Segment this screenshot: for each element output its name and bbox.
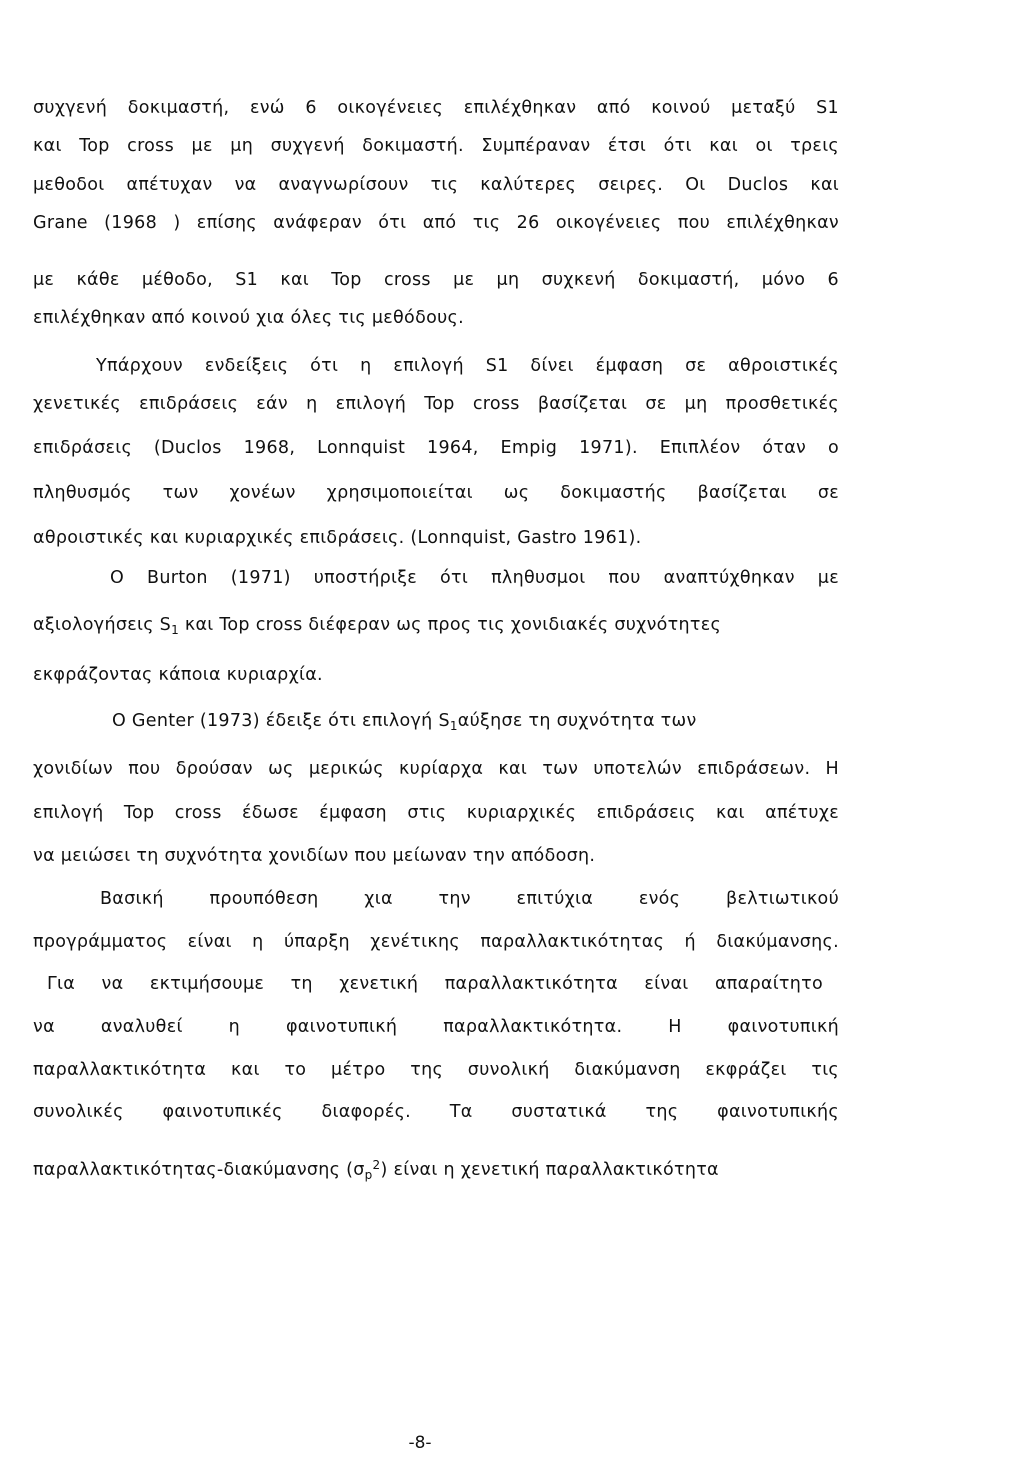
text-line: αθροιστικές και κυριαρχικές επιδράσεις. (Lonnquist, Gastro 1961). xyxy=(33,528,642,548)
text-line: επιλέχθηκαν από κοινού χια όλες τις μεθόδους. xyxy=(33,308,464,328)
text-line: και Top cross με μη συχγενή δοκιμαστή. Συμπέραναν έτσι ότι και οι τρεις xyxy=(33,136,839,156)
text-line: να αναλυθεί η φαινοτυπική παραλλακτικότητα. Η φαινοτυπική xyxy=(33,1017,839,1037)
text-line: Βασική προυπόθεση χια την επιτύχια ενός βελτιωτικού xyxy=(100,889,839,909)
text-line xyxy=(112,710,918,737)
text-line: Ο Burton (1971) υποστήριξε ότι πληθυσμοι που αναπτύχθηκαν με xyxy=(110,568,839,588)
text-line: επιλογή Top cross έδωσε έμφαση στις κυριαρχικές επιδράσεις και απέτυχε xyxy=(33,803,839,823)
text-line: Υπάρχουν ενδείξεις ότι η επιλογή S1 δίνει έμφαση σε αθροιστικές xyxy=(96,356,839,376)
text-line: Grane (1968 ) επίσης ανάφεραν ότι από τις 26 οικογένειες που επιλέχθηκαν xyxy=(33,213,839,233)
text-line: να μειώσει τη συχνότητα χονιδίων που μείωναν την απόδοση. xyxy=(33,846,596,866)
text-line xyxy=(33,614,839,641)
text-line: μεθοδοι απέτυχαν να αναγνωρίσουν τις καλύτερες σειρες. Οι Duclos και xyxy=(33,175,839,195)
text-line xyxy=(33,1154,839,1186)
text-span: παραλλακτικότητας-διακύμανσης (σ xyxy=(33,1160,365,1180)
subscript: 1 xyxy=(171,623,179,637)
text-line: εκφράζοντας κάποια κυριαρχία. xyxy=(33,665,323,685)
text-span: αξιολογήσεις S xyxy=(33,615,172,635)
text-span: αύξησε τη συχνότητα των xyxy=(457,711,697,731)
text-line: χονιδίων που δρούσαν ως μερικώς κυρίαρχα και των υποτελών επιδράσεων. Η xyxy=(33,759,839,779)
text-line: συχγενή δοκιμαστή, ενώ 6 οικογένειες επιλέχθηκαν από κοινού μεταξύ S1 xyxy=(33,98,839,118)
superscript: 2 xyxy=(372,1158,381,1172)
text-line: πληθυσμός των χονέων χρησιμοποιείται ως δοκιμαστής βασίζεται σε xyxy=(33,483,839,503)
subscript: 1 xyxy=(449,719,458,733)
text-line: με κάθε μέθοδο, S1 και Top cross με μη συχκενή δοκιμαστή, μόνο 6 xyxy=(33,270,839,290)
text-line: προγράμματος είναι η ύπαρξη χενέτικης παραλλακτικότητας ή διακύμανσης. xyxy=(33,932,839,952)
text-line: χενετικές επιδράσεις εάν η επιλογή Top cross βασίζεται σε μη προσθετικές xyxy=(33,394,839,414)
text-line: Για να εκτιμήσουμε τη χενετική παραλλακτικότητα είναι απαραίτητο xyxy=(47,974,823,994)
text-span: ) είναι η χενετική παραλλακτικότητα xyxy=(380,1160,719,1180)
text-line: συνολικές φαινοτυπικές διαφορές. Τα συστατικά της φαινοτυπικής xyxy=(33,1102,839,1122)
page-number: -8- xyxy=(408,1433,432,1453)
subscript: p xyxy=(364,1168,373,1182)
text-line: παραλλακτικότητα και το μέτρο της συνολική διακύμανση εκφράζει τις xyxy=(33,1060,839,1080)
text-span: και Top cross διέφεραν ως προς τις χονιδιακές συχνότητες xyxy=(179,615,722,635)
text-span: Ο Genter (1973) έδειξε ότι επιλογή S xyxy=(112,711,450,731)
text-line: επιδράσεις (Duclos 1968, Lonnquist 1964, Empig 1971). Επιπλέον όταν ο xyxy=(33,438,839,458)
